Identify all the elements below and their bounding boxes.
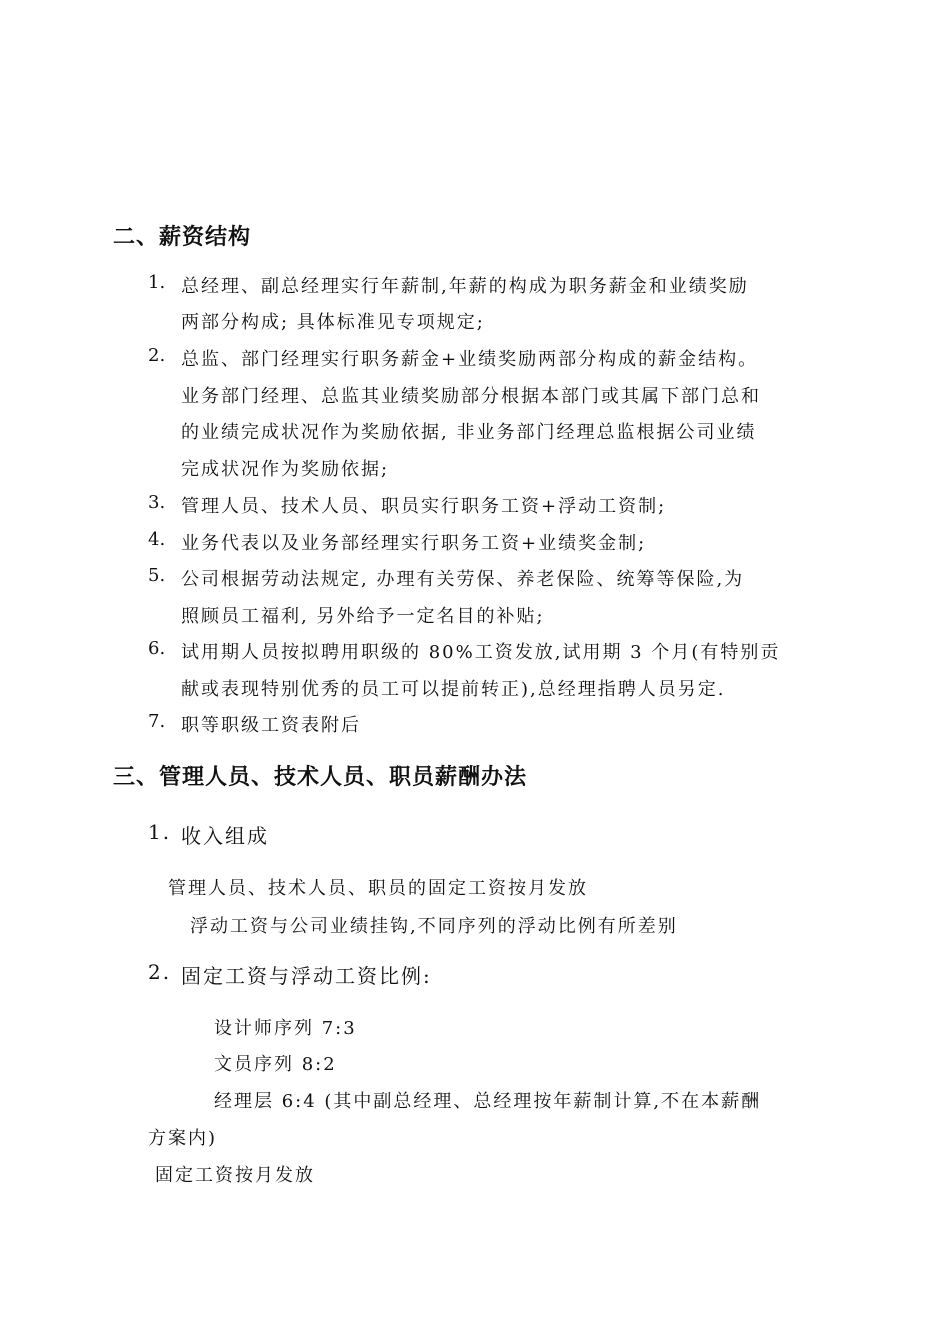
ratio-designer: 设计师序列 7:3 — [214, 1018, 357, 1039]
list-item-text: 业务部门经理、总监其业绩奖励部分根据本部门或其属下部门总和 — [181, 386, 761, 407]
ratio-manager-continued: 方案内) — [148, 1128, 218, 1149]
income-paragraph-1: 管理人员、技术人员、职员的固定工资按月发放 — [168, 878, 588, 899]
ratio-clerk: 文员序列 8:2 — [214, 1054, 337, 1075]
ratio-manager: 经理层 6:4 (其中副总经理、总经理按年薪制计算,不在本薪酬 — [214, 1091, 762, 1112]
list-item-number: 2. — [148, 345, 166, 366]
subsection-2-number: 2. — [148, 960, 172, 984]
income-paragraph-2: 浮动工资与公司业绩挂钩,不同序列的浮动比例有所差别 — [190, 916, 678, 937]
list-item-number: 3. — [148, 492, 166, 513]
list-item-text: 业务代表以及业务部经理实行职务工资+业绩奖金制; — [181, 533, 647, 554]
list-item-text: 总监、部门经理实行职务薪金+业绩奖励两部分构成的薪金结构。 — [181, 349, 759, 370]
list-item-number: 1. — [148, 272, 166, 293]
list-item-text: 管理人员、技术人员、职员实行职务工资+浮动工资制; — [181, 496, 667, 517]
list-item-number: 4. — [148, 529, 166, 550]
list-item-text: 完成状况作为奖励依据; — [181, 459, 390, 480]
list-item-text: 献或表现特别优秀的员工可以提前转正),总经理指聘人员另定. — [181, 679, 726, 700]
list-item-text: 试用期人员按拟聘用职级的 80%工资发放,试用期 3 个月(有特别贡 — [181, 642, 781, 663]
subsection-2-title: 固定工资与浮动工资比例: — [181, 964, 432, 988]
subsection-1-title: 收入组成 — [181, 824, 269, 848]
list-item-number: 6. — [148, 638, 166, 659]
list-item-text: 职等职级工资表附后 — [181, 715, 361, 736]
section-3-heading: 三、管理人员、技术人员、职员薪酬办法 — [113, 765, 528, 790]
subsection-1-number: 1. — [148, 820, 172, 844]
fixed-salary-note: 固定工资按月发放 — [155, 1165, 315, 1186]
list-item-number: 5. — [148, 565, 166, 586]
list-item-text: 总经理、副总经理实行年薪制,年薪的构成为职务薪金和业绩奖励 — [181, 276, 749, 297]
section-2-heading: 二、薪资结构 — [113, 225, 252, 250]
list-item-text: 的业绩完成状况作为奖励依据, 非业务部门经理总监根据公司业绩 — [181, 422, 757, 443]
list-item-number: 7. — [148, 711, 166, 732]
list-item-text: 照顾员工福利, 另外给予一定名目的补贴; — [181, 606, 545, 627]
list-item-text: 公司根据劳动法规定, 办理有关劳保、养老保险、统筹等保险,为 — [181, 569, 745, 590]
list-item-text: 两部分构成; 具体标准见专项规定; — [181, 312, 485, 333]
